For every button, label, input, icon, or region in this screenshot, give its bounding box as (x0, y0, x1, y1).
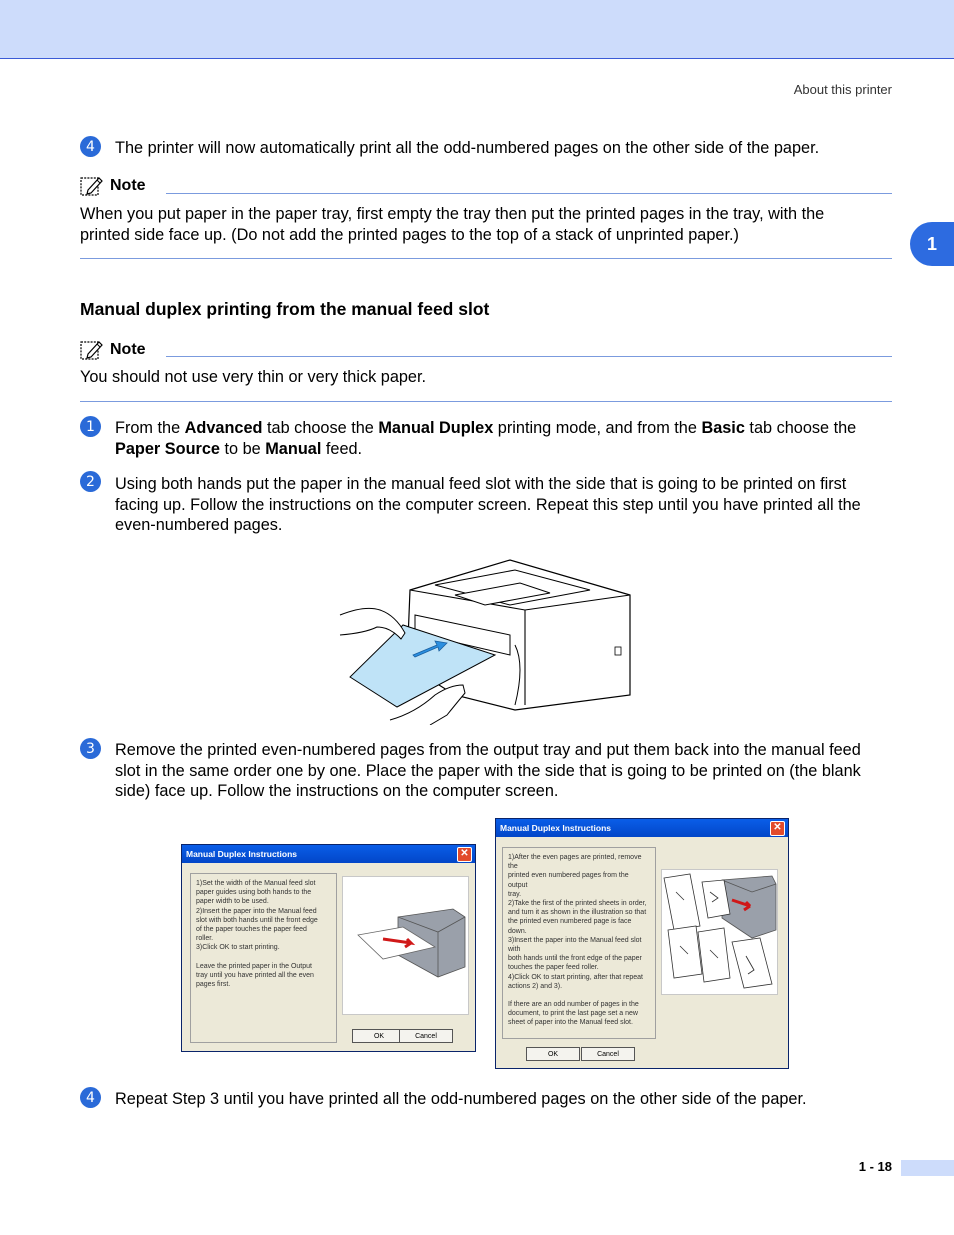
step-number: 1 (80, 416, 101, 437)
ok-button[interactable]: OK (352, 1029, 406, 1043)
step-number: 3 (80, 738, 101, 759)
step-text: Repeat Step 3 until you have printed all the odd-numbered pages on the other side of the paper. (115, 1090, 807, 1108)
note-label: Note (110, 177, 146, 194)
note-divider (166, 356, 892, 357)
dialog-illustration (661, 869, 778, 995)
step-text: From the Advanced tab choose the Manual Duplex printing mode, and from the Basic tab choose the Paper Source to be Manual feed. (115, 419, 857, 458)
close-icon[interactable]: ✕ (770, 821, 785, 836)
page-flip-image (662, 870, 777, 994)
dialog-title: Manual Duplex Instructions (186, 849, 297, 859)
chapter-tab[interactable]: 1 (910, 222, 954, 266)
note-pencil-icon (80, 339, 104, 361)
step-text: The printer will now automatically print all the odd-numbered pages on the other side of the paper. (115, 139, 820, 157)
note-pencil-icon (80, 175, 104, 197)
note-label: Note (110, 341, 146, 358)
dialog-titlebar (182, 845, 475, 863)
page-number: 1 - 18 (858, 1159, 892, 1174)
note-body: You should not use very thin or very thick paper. (80, 368, 427, 386)
manual-duplex-dialog (181, 844, 476, 1052)
close-icon[interactable]: ✕ (457, 847, 472, 862)
section-title: Manual duplex printing from the manual feed slot (80, 299, 490, 319)
printer-feed-image (343, 877, 468, 1014)
cancel-button[interactable]: Cancel (581, 1047, 635, 1061)
step-number: 4 (80, 136, 101, 157)
note-body (80, 204, 892, 245)
dialog-instructions: 1)Set the width of the Manual feed slot paper guides using both hands to the paper width to be used. 2)Insert the paper into the Manual feed slot with both hands until the front edge of the paper touches the paper feed roller. 3)Click OK to start printing. Leave the printed paper in the Output tray until you have printed all the even pages first. (190, 873, 337, 1043)
step-number: 4 (80, 1087, 101, 1108)
step-text: Remove the printed even-numbered pages from the output tray and put them back into the manual feed slot in the same order one by one. Place the paper with the side that is going to be printed on (the blank side) face up. Follow the instructions on the computer screen. (115, 741, 861, 800)
dialog-titlebar (496, 819, 788, 837)
note-line-1: When you put paper in the paper tray, first empty the tray then put the printed pages in the tray, with the (80, 205, 825, 223)
note-divider (166, 193, 892, 194)
page-header-bar (0, 0, 954, 59)
ok-button[interactable]: OK (526, 1047, 580, 1061)
footer-bar (901, 1160, 954, 1176)
note-end-rule (80, 258, 892, 259)
dialog-title: Manual Duplex Instructions (500, 823, 611, 833)
step-text: Using both hands put the paper in the manual feed slot with the side that is going to be printed on first facing up. Follow the instructions on the computer screen. Repeat this step until you have printed all the even-numbered pages. (115, 475, 861, 534)
dialog-instructions: 1)After the even pages are printed, remove the printed even numbered pages from the output tray. 2)Take the first of the printed sheets in order, and turn it as shown in the illustration so that the printed even numbered page is face down. 3)Insert the paper into the Manual feed slot with both hands until the front edge of the paper touches the paper feed roller. 4)Click OK to start printing, after that repeat actions 2) and 3). If there are an odd number of pages in the document, to print the last page set a new sheet of paper into the Manual feed slot. (502, 847, 656, 1039)
cancel-button[interactable]: Cancel (399, 1029, 453, 1043)
note-heading (80, 339, 146, 361)
note-end-rule (80, 401, 892, 402)
manual-duplex-dialog (495, 818, 789, 1069)
note-heading (80, 175, 146, 197)
note-line-2: printed side face up. (Do not add the printed pages to the top of a stack of unprinted paper.) (80, 225, 739, 244)
dialog-illustration (342, 876, 469, 1015)
step-number: 2 (80, 471, 101, 492)
printer-manual-feed-illustration (335, 555, 635, 725)
running-title: About this printer (793, 82, 892, 97)
